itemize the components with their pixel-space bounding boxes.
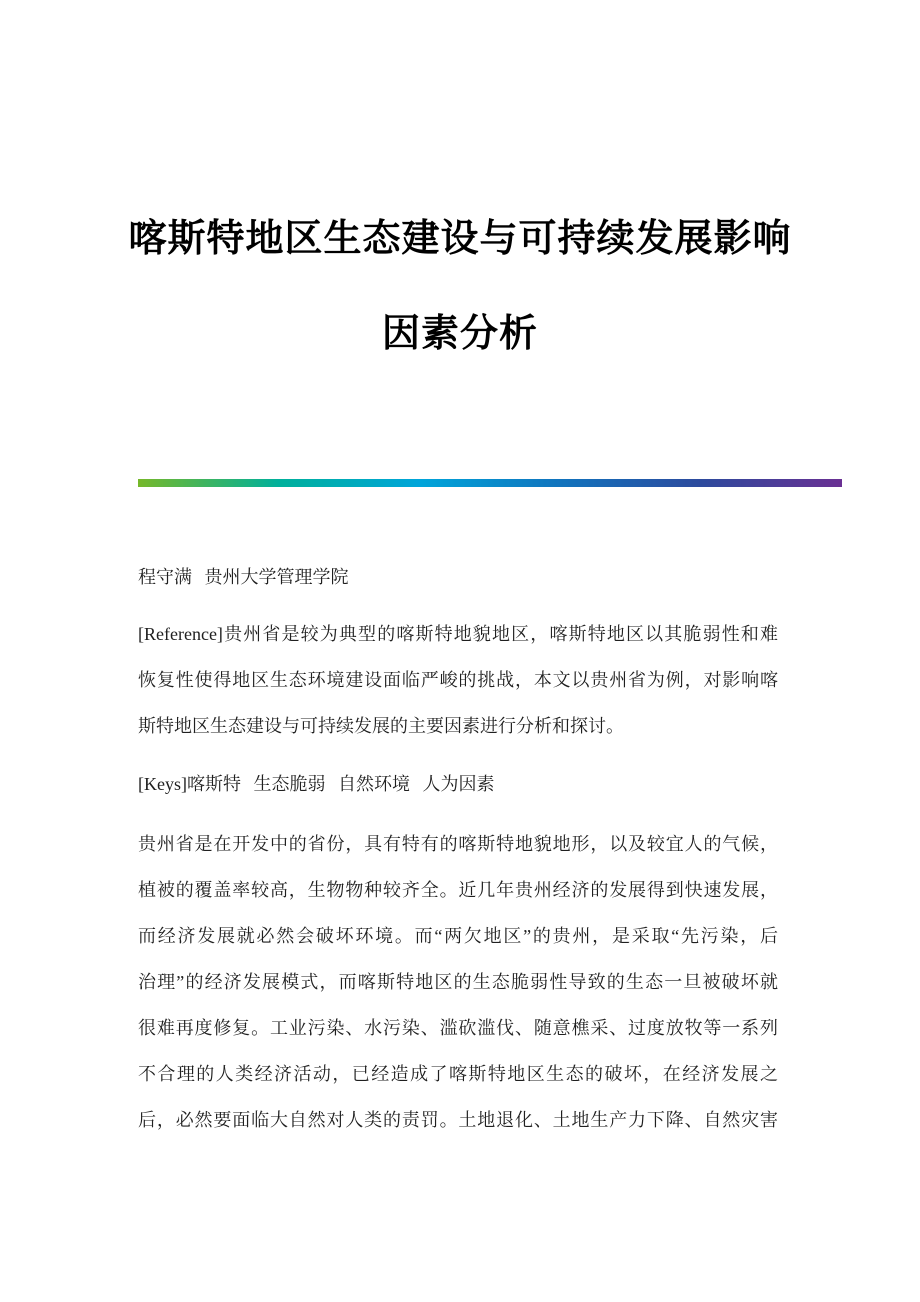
author-byline: 程守满 贵州大学管理学院 [138, 567, 349, 587]
document-content [138, 554, 778, 1155]
divider-gradient-bar [138, 479, 842, 487]
abstract-line: 恢复性使得地区生态环境建设面临严峻的挑战，本文以贵州省为例，对影响喀 [138, 670, 778, 690]
body-text-line: 植被的覆盖率较高，生物物种较齐全。近几年贵州经济的发展得到快速发展， [138, 880, 778, 900]
body-text-line: 后，必然要面临大自然对人类的责罚。土地退化、土地生产力下降、自然灾害 [138, 1110, 778, 1130]
body-text-line: 治理”的经济发展模式，而喀斯特地区的生态脆弱性导致的生态一旦被破坏就 [138, 972, 778, 992]
document-title-line-2: 因素分析 [381, 313, 538, 355]
keywords-paragraph [138, 761, 778, 807]
abstract-line: 斯特地区生态建设与可持续发展的主要因素进行分析和探讨。 [138, 716, 624, 736]
abstract-line: [Reference]贵州省是较为典型的喀斯特地貌地区，喀斯特地区以其脆弱性和难 [138, 624, 778, 644]
body-text-line: 不合理的人类经济活动，已经造成了喀斯特地区生态的破坏，在经济发展之 [138, 1064, 778, 1084]
body-text-line: 而经济发展就必然会破坏环境。而“两欠地区”的贵州，是采取“先污染，后 [138, 926, 778, 946]
document-title-line-1: 喀斯特地区生态建设与可持续发展影响 [128, 218, 792, 260]
abstract-paragraph [138, 611, 778, 749]
document-title [0, 192, 920, 382]
keywords-line: [Keys]喀斯特 生态脆弱 自然环境 人为因素 [138, 774, 495, 794]
body-text-line: 很难再度修复。工业污染、水污染、滥砍滥伐、随意樵采、过度放牧等一系列 [138, 1018, 778, 1038]
body-text-line: 贵州省是在开发中的省份，具有特有的喀斯特地貌地形，以及较宜人的气候， [138, 834, 778, 854]
body-paragraph [138, 821, 778, 1143]
